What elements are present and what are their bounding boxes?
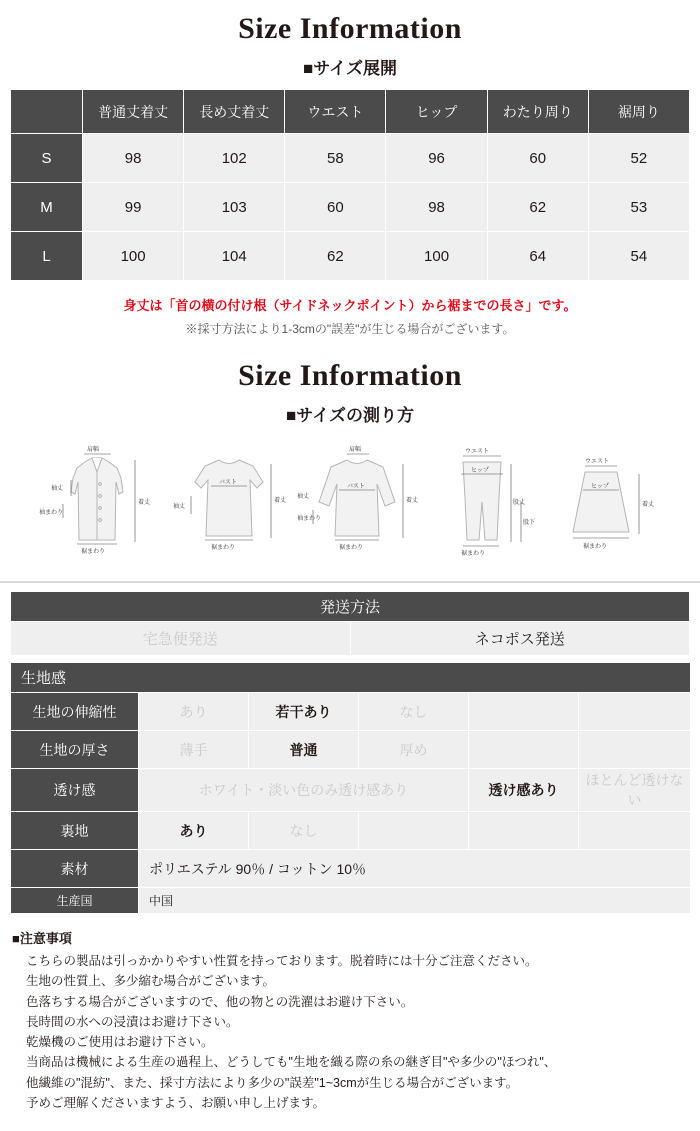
size-note-red: 身丈は「首の横の付け根（サイドネックポイント）から裾までの長さ」です。 <box>123 298 577 313</box>
fabric-row-label-sheerness: 透け感 <box>11 769 139 812</box>
svg-text:裾まわり: 裾まわり <box>81 549 106 555</box>
svg-text:肩幅: 肩幅 <box>349 447 362 453</box>
fabric-lining-opt-0: あり <box>139 812 249 850</box>
table-row <box>11 232 690 281</box>
svg-text:裾まわり: 裾まわり <box>211 545 236 551</box>
size-cell-l-5: 54 <box>588 232 689 281</box>
fabric-row-label-material: 素材 <box>11 850 139 888</box>
svg-text:裾まわり: 裾まわり <box>461 551 486 557</box>
svg-text:袖丈: 袖丈 <box>297 494 310 500</box>
list-item: 長時間の水への浸漬はお避け下さい。 <box>26 1014 239 1029</box>
size-cell-s-0: 98 <box>83 134 184 183</box>
size-cell-m-2: 60 <box>285 183 386 232</box>
size-chart-subtitle: ■サイズ展開 <box>303 59 397 78</box>
shipping-header-row <box>11 592 690 622</box>
size-col-header-3: ウエスト <box>285 90 386 134</box>
size-col-header-0 <box>11 90 83 134</box>
size-row-label-l: L <box>11 232 83 281</box>
measure-information-title: Size Information <box>238 359 462 392</box>
measure-figures <box>0 436 700 581</box>
size-table-header-row <box>11 90 690 134</box>
size-col-header-1: 普通丈着丈 <box>83 90 184 134</box>
table-row <box>11 812 691 850</box>
list-item: 生地の性質上、多少縮む場合がございます。 <box>26 974 276 989</box>
size-table <box>10 89 690 281</box>
svg-text:肩幅: 肩幅 <box>87 447 100 453</box>
svg-text:袖丈: 袖丈 <box>173 504 186 510</box>
shipping-table <box>10 591 690 656</box>
fabric-stretch-opt-2: なし <box>359 693 469 731</box>
size-col-header-2: 長め丈着丈 <box>184 90 285 134</box>
svg-text:股丈: 股丈 <box>513 500 526 506</box>
svg-text:着丈: 着丈 <box>642 502 655 508</box>
fabric-stretch-opt-1: 若干あり <box>249 693 359 731</box>
size-cell-m-0: 99 <box>83 183 184 232</box>
size-col-header-4: ヒップ <box>386 90 487 134</box>
svg-text:袖丈: 袖丈 <box>51 486 64 492</box>
svg-text:着丈: 着丈 <box>406 498 419 504</box>
fabric-lining-opt-2 <box>359 812 469 850</box>
measure-subtitle: ■サイズの測り方 <box>286 406 414 425</box>
figure-longsleeve-icon <box>295 440 425 565</box>
svg-text:裾まわり: 裾まわり <box>583 544 608 550</box>
fabric-sheer-opt-1: 透け感あり <box>469 769 579 812</box>
fabric-row-label-origin: 生産国 <box>11 888 139 914</box>
size-cell-l-4: 64 <box>487 232 588 281</box>
svg-text:袖まわり: 袖まわり <box>39 510 64 516</box>
size-information-title: Size Information <box>238 12 462 45</box>
svg-text:袖まわり: 袖まわり <box>297 516 322 522</box>
table-row <box>11 731 691 769</box>
notes-title: ■注意事項 <box>12 931 72 946</box>
table-row <box>11 134 690 183</box>
list-item: 予めご理解くださいますよう、お願い申し上げます。 <box>26 1095 326 1110</box>
list-item: 色落ちする場合がございますので、他の物との洗濯はお避け下さい。 <box>26 994 414 1009</box>
size-cell-s-5: 52 <box>588 134 689 183</box>
fabric-thickness-opt-1: 普通 <box>249 731 359 769</box>
size-cell-s-1: 102 <box>184 134 285 183</box>
size-cell-m-5: 53 <box>588 183 689 232</box>
size-row-label-s: S <box>11 134 83 183</box>
fabric-sheer-opt-2: ほとんど透けない <box>579 769 691 812</box>
fabric-row-label-stretch: 生地の伸縮性 <box>11 693 139 731</box>
size-cell-s-3: 96 <box>386 134 487 183</box>
svg-text:ウエスト: ウエスト <box>585 459 610 465</box>
fabric-section-header-row <box>11 663 691 693</box>
table-row <box>11 622 690 656</box>
size-cell-s-2: 58 <box>285 134 386 183</box>
svg-text:バスト: バスト <box>219 480 238 486</box>
svg-text:着丈: 着丈 <box>138 500 151 506</box>
size-table-wrapper <box>0 89 700 281</box>
shipping-option-takkyubin: 宅急便発送 <box>11 622 351 656</box>
svg-text:ウエスト: ウエスト <box>465 449 490 455</box>
table-row <box>11 888 691 914</box>
size-cell-m-1: 103 <box>184 183 285 232</box>
size-col-header-5: わたり周り <box>487 90 588 134</box>
svg-text:股下: 股下 <box>523 520 536 526</box>
fabric-lining-opt-4 <box>579 812 691 850</box>
table-row <box>11 183 690 232</box>
fabric-table <box>10 662 691 914</box>
list-item: 他繊維の"混紡"、また、採寸方法により多少の"誤差"1~3cmが生じる場合がございます。 <box>26 1075 519 1090</box>
size-cell-l-3: 100 <box>386 232 487 281</box>
shipping-section <box>0 583 700 656</box>
fabric-row-label-thickness: 生地の厚さ <box>11 731 139 769</box>
fabric-section <box>0 656 700 914</box>
size-row-label-m: M <box>11 183 83 232</box>
fabric-lining-opt-3 <box>469 812 579 850</box>
size-cell-m-3: 98 <box>386 183 487 232</box>
svg-text:バスト: バスト <box>347 484 366 490</box>
figure-pants-icon <box>429 440 539 565</box>
size-cell-l-0: 100 <box>83 232 184 281</box>
fabric-thickness-opt-2: 厚め <box>359 731 469 769</box>
shipping-header: 発送方法 <box>11 592 690 622</box>
fabric-lining-opt-1: なし <box>249 812 359 850</box>
fabric-material-value: ポリエステル 90％ / コットン 10％ <box>139 850 691 888</box>
figure-coat-icon <box>37 440 167 565</box>
figure-tops-icon <box>171 440 291 565</box>
svg-text:着丈: 着丈 <box>274 498 287 504</box>
fabric-row-label-lining: 裏地 <box>11 812 139 850</box>
fabric-stretch-opt-3 <box>469 693 579 731</box>
figure-skirt-icon <box>543 440 663 565</box>
svg-text:ヒップ: ヒップ <box>591 484 609 490</box>
table-row <box>11 850 691 888</box>
fabric-section-label: 生地感 <box>11 663 691 693</box>
notes-list <box>12 951 688 1113</box>
list-item: 当商品は機械による生産の過程上、どうしても"生地を織る際の糸の継ぎ目"や多少の"ほつれ"、 <box>26 1055 557 1070</box>
fabric-sheer-opt-0: ホワイト・淡い色のみ透け感あり <box>139 769 469 812</box>
list-item: 乾燥機のご使用はお避け下さい。 <box>26 1035 214 1049</box>
svg-text:裾まわり: 裾まわり <box>339 545 364 551</box>
fabric-thickness-opt-3 <box>469 731 579 769</box>
shipping-option-nekoposu: ネコポス発送 <box>350 622 690 656</box>
fabric-origin-value: 中国 <box>139 888 691 914</box>
svg-text:ヒップ: ヒップ <box>471 468 489 474</box>
fabric-thickness-opt-0: 薄手 <box>139 731 249 769</box>
fabric-thickness-opt-4 <box>579 731 691 769</box>
size-cell-l-2: 62 <box>285 232 386 281</box>
size-col-header-6: 裾周り <box>588 90 689 134</box>
notes-section <box>0 914 700 1113</box>
table-row <box>11 693 691 731</box>
size-cell-l-1: 104 <box>184 232 285 281</box>
size-cell-s-4: 60 <box>487 134 588 183</box>
fabric-stretch-opt-0: あり <box>139 693 249 731</box>
size-note-gray: ※採寸方法により1-3cmの"誤差"が生じる場合がございます。 <box>185 322 515 336</box>
size-cell-m-4: 62 <box>487 183 588 232</box>
list-item: こちらの製品は引っかかりやすい性質を持っております。脱着時には十分ご注意ください。 <box>26 954 538 968</box>
fabric-stretch-opt-4 <box>579 693 691 731</box>
table-row <box>11 769 691 812</box>
